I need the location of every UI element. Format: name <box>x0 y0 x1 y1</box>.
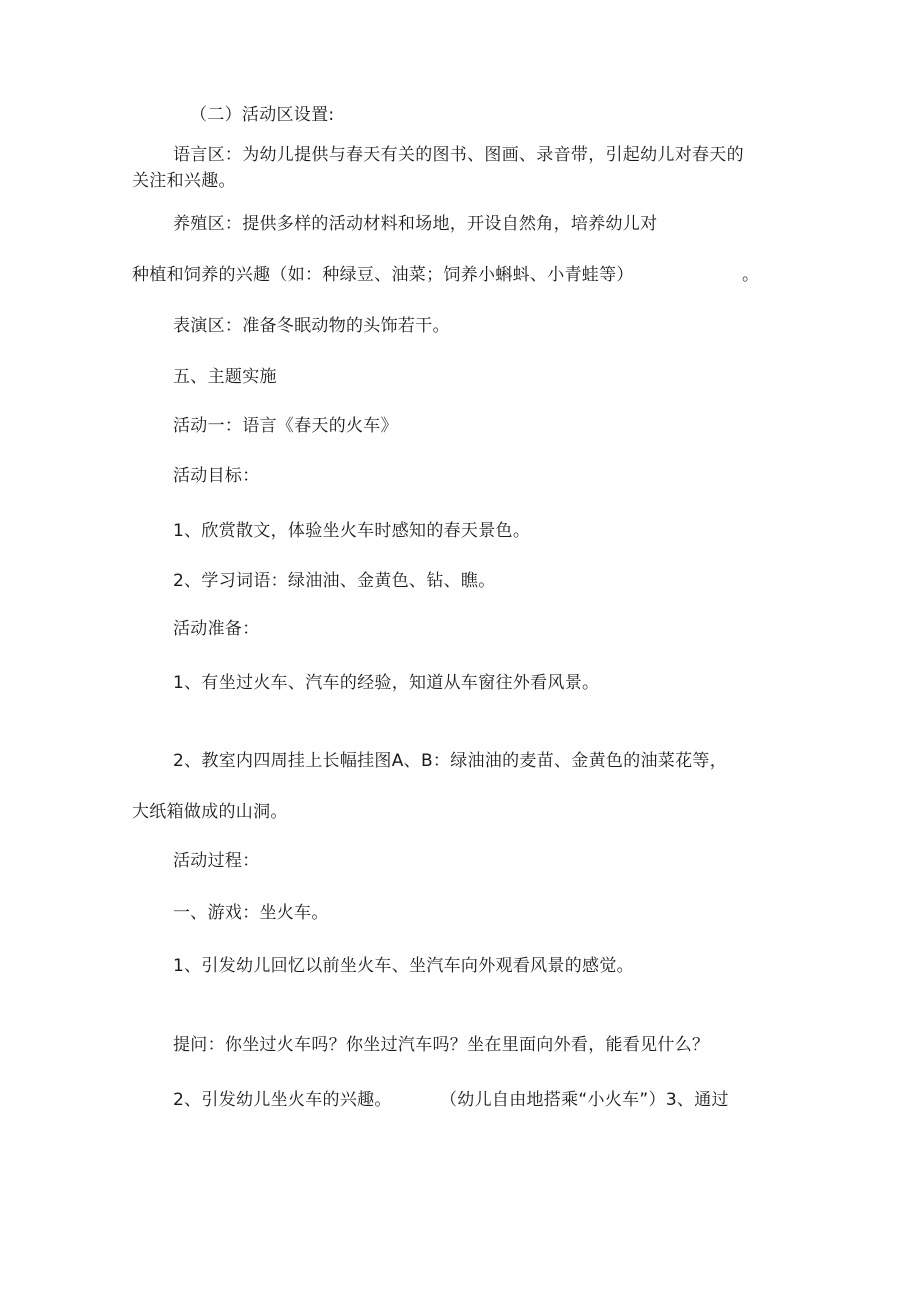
subheading: 活动准备： <box>173 619 260 639</box>
paragraph-line: 关注和兴趣。 <box>132 171 236 191</box>
subheading: 活动过程： <box>173 851 260 871</box>
list-item: 1、有坐过火车、汽车的经验，知道从车窗往外看风景。 <box>173 673 600 693</box>
list-item: 1、引发幼儿回忆以前坐火车、坐汽车向外观看风景的感觉。 <box>173 956 634 976</box>
activity-title: 活动一：语言《春天的火车》 <box>173 416 398 436</box>
paragraph-line: （幼儿自由地搭乘“小火车”）3、通过 <box>440 1090 729 1110</box>
subheading: 活动目标： <box>173 466 260 486</box>
section-heading: （二）活动区设置: <box>190 105 335 125</box>
paragraph-line: 语言区：为幼儿提供与春天有关的图书、图画、录音带，引起幼儿对春天的 <box>173 145 744 165</box>
paragraph-line: 表演区：准备冬眠动物的头饰若干。 <box>173 316 450 336</box>
paragraph-line: 提问：你坐过火车吗？你坐过汽车吗？坐在里面向外看，能看见什么？ <box>173 1035 710 1055</box>
list-item: 2、学习词语：绿油油、金黄色、钻、瞧。 <box>173 571 496 591</box>
paragraph-line: 大纸箱做成的山洞。 <box>132 802 288 822</box>
paragraph-line: 养殖区：提供多样的活动材料和场地，开设自然角，培养幼儿对 <box>173 214 658 234</box>
paragraph-line: 。 <box>742 265 760 285</box>
list-item: 一、游戏：坐火车。 <box>173 903 329 923</box>
paragraph-line: 种植和饲养的兴趣（如：种绿豆、油菜；饲养小蝌蚪、小青蛙等） <box>132 265 634 285</box>
list-item: 2、引发幼儿坐火车的兴趣。 <box>173 1090 392 1110</box>
list-item: 2、教室内四周挂上长幅挂图A、B：绿油油的麦苗、金黄色的油菜花等， <box>173 751 728 771</box>
list-item: 1、欣赏散文，体验坐火车时感知的春天景色。 <box>173 521 531 541</box>
section-heading: 五、主题实施 <box>173 367 277 387</box>
